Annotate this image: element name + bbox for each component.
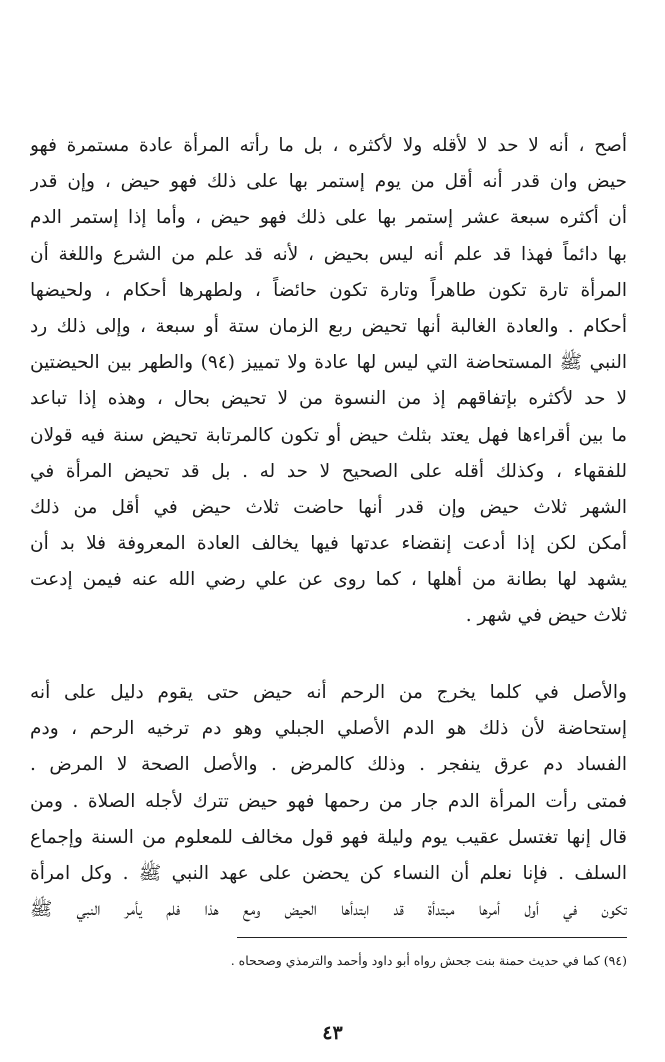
text-line: أن أكثره سبعة عشر إستمر بها على ذلك فهو حيض ، وأما إذا إستمر الدم: [30, 207, 627, 229]
text-line: فمتى رأت المرأة الدم جار من رحمها فهو حيض تترك لأجله الصلاة . ومن: [30, 790, 627, 812]
footnote-divider: [237, 937, 627, 938]
text-line: أمكن لكن إذا أدعت إنقضاء عدتها فيها يخالف العادة المعروفة فلا بد أن: [30, 533, 627, 555]
text-line: يشهد لها بطانة من أهلها ، كما روى عن علي رضي الله عنه فيمن إدعت: [30, 569, 627, 591]
text-line: تكون في أول أمرها مبتدأة قد ابتدأها الحيض ومع هذا فلم يأمر النبي ﷺ: [30, 899, 627, 921]
text-line: السلف . فإنا نعلم أن النساء كن يحضن على عهد النبي ﷺ . وكل امرأة: [30, 862, 627, 884]
paragraph-1: [30, 128, 627, 635]
text-line: أحكام . والعادة الغالبة أنها تحيض ربع الزمان ستة أو سبعة ، وإلى ذلك رد: [30, 315, 627, 337]
text-line: الفساد دم عرق ينفجر . وذلك كالمرض . والأصل الصحة لا المرض .: [30, 754, 627, 776]
text-line: ثلاث حيض في شهر .: [465, 605, 627, 627]
paragraph-2: [30, 675, 627, 928]
text-line: حيض وان قدر أنه أقل من يوم إستمر بها على ذلك فهو حيض ، وإن قدر: [30, 171, 627, 193]
text-line: للفقهاء ، وكذلك أقله على الصحيح لا حد له . بل قد تحيض المرأة في: [30, 460, 627, 482]
text-line: لا حد لأكثره بإتفاقهم إذ من النسوة من لا تحيض بحال ، وهذه إذا تباعد: [30, 388, 627, 410]
text-line: المرأة تارة تكون طاهراً وتارة تكون حائضاً ، ولطهرها أحكام ، ولحيضها: [30, 279, 627, 301]
text-line: النبي ﷺ المستحاضة التي ليس لها عادة ولا تمييز (٩٤) والطهر بين الحيضتين: [30, 352, 627, 374]
text-line: أصح ، أنه لا حد لا لأقله ولا لأكثره ، بل ما رأته المرأة عادة مستمرة فهو: [30, 135, 627, 156]
page-number: ٤٣: [322, 1022, 343, 1044]
text-line: بها دائماً فهذا قد علم أنه ليس بحيض ، لأنه قد علم من الشرع واللغة أن: [30, 243, 627, 265]
text-line: قال إنها تغتسل عقيب يوم وليلة فهو قول مخالف للمعلوم من السنة وإجماع: [30, 826, 627, 848]
footnote: (٩٤) كما في حديث حمنة بنت جحش رواه أبو داود وأحمد والترمذي وصححاه .: [230, 953, 627, 968]
text-line: إستحاضة لأن ذلك هو الدم الأصلي الجبلي وهو دم ترخيه الرحم ، ودم: [30, 718, 627, 740]
text-line: الشهر ثلاث حيض وإن قدر أنها حاضت ثلاث حيض في أقل من ذلك: [30, 496, 627, 518]
text-line: ما بين أقراءها فهل يعتد بثلث حيض أو تكون كالمرتابة تحيض سنة فيه قولان: [30, 424, 627, 446]
text-line: والأصل في كلما يخرج من الرحم أنه حيض حتى يقوم دليل على أنه: [30, 682, 627, 703]
